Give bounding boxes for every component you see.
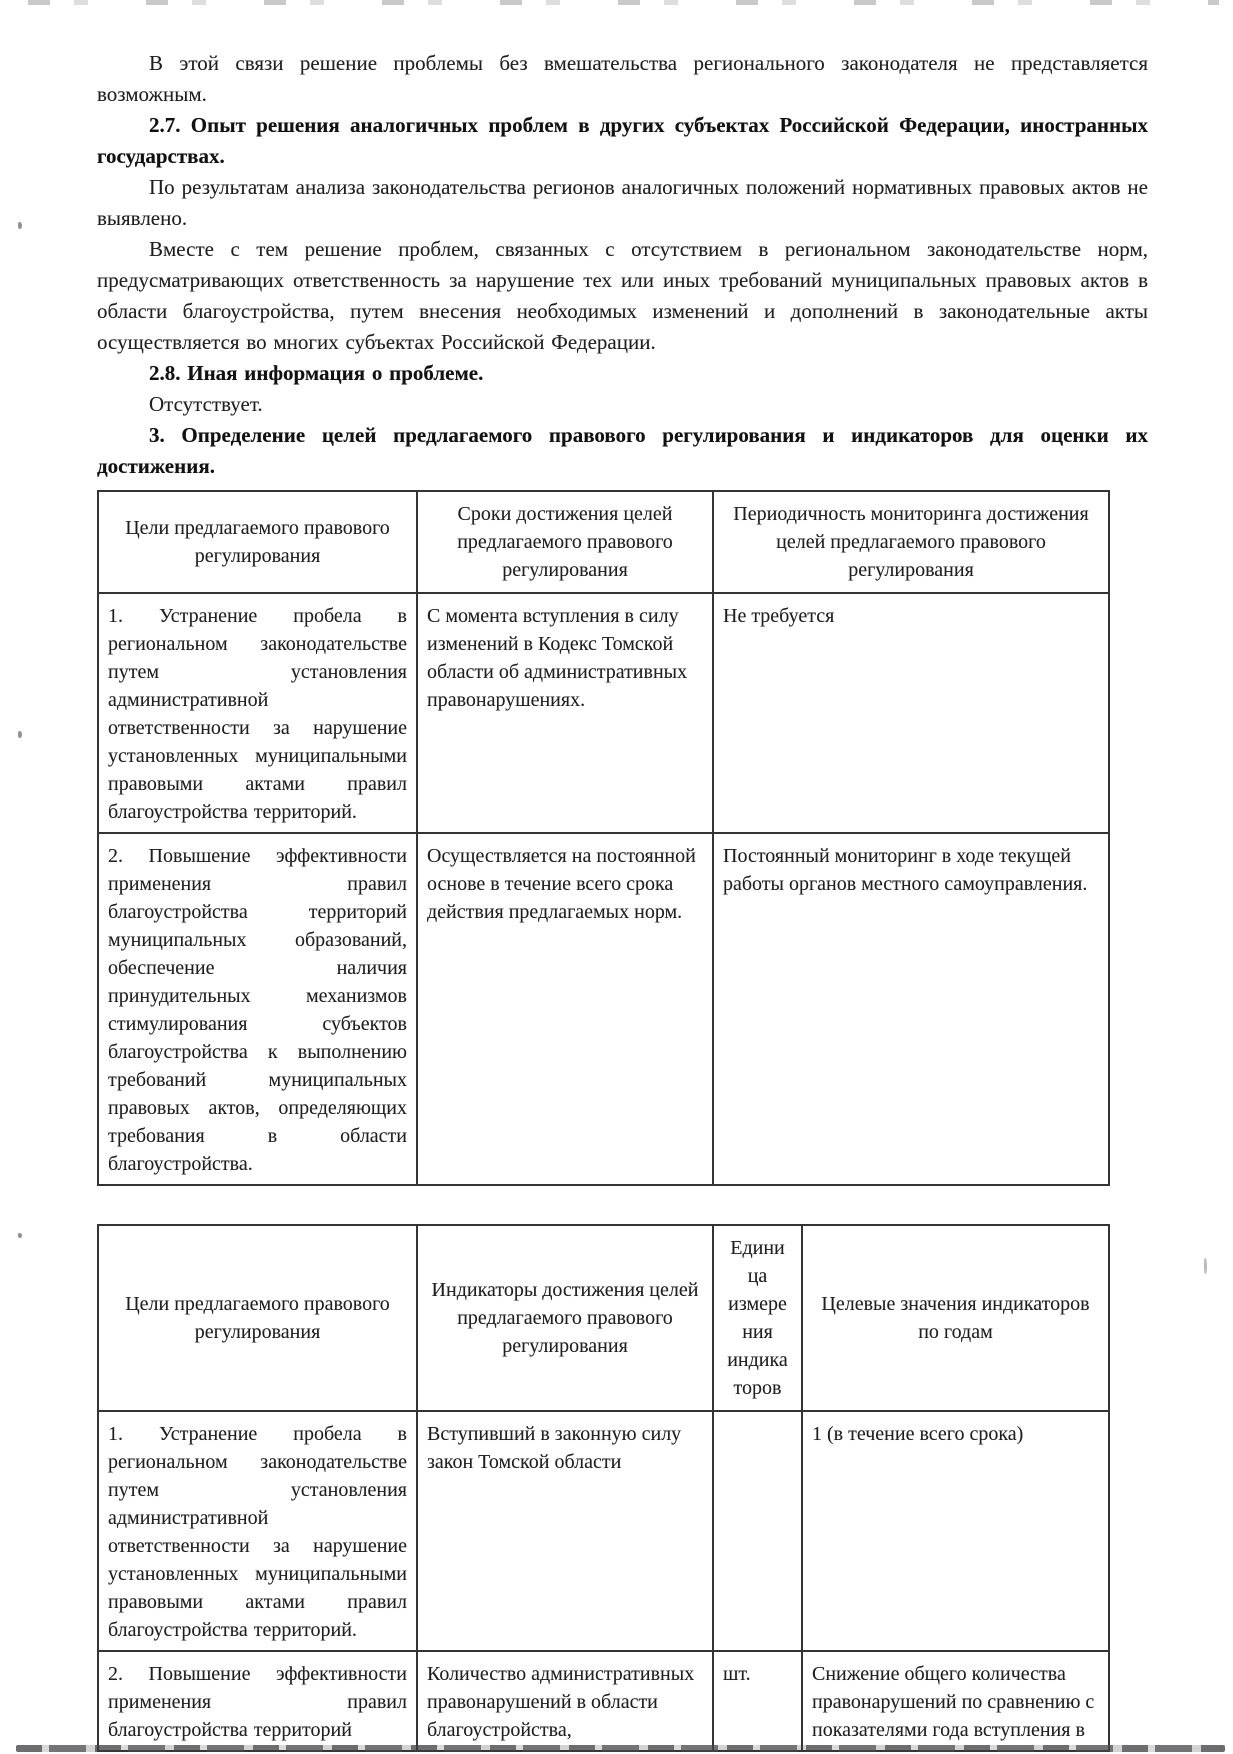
table-cell (713, 1411, 802, 1651)
column-header: Единица измерения индикаторов (713, 1225, 802, 1411)
column-header: Цели предлагаемого правового регулирования (98, 1225, 417, 1411)
table-header-row (98, 1225, 1109, 1411)
column-header: Сроки достижения целей предлагаемого правового регулирования (417, 491, 713, 593)
column-header: Периодичность мониторинга достижения целей предлагаемого правового регулирования (713, 491, 1109, 593)
table-cell: 1. Устранение пробела в региональном законодательстве путем установления административной ответственности за нарушение установленных муниципальными правовыми актами правил благоустройства территорий. (98, 1411, 417, 1651)
goals-table (97, 490, 1110, 1186)
table-row (98, 1651, 1109, 1751)
table-header-row (98, 491, 1109, 593)
indicators-table (97, 1224, 1110, 1752)
scan-speck (18, 1233, 22, 1238)
table-cell: 2. Повышение эффективности применения правил благоустройства территорий (98, 1651, 417, 1751)
section-2-7-paragraph-2: Вместе с тем решение проблем, связанных с отсутствием в региональном законодательстве норм, предусматривающих ответственность за нарушение тех или иных требований муниципальных правовых актов в области благоустройства, путем внесения необходимых изменений и дополнений в законодательные акты осуществляется во многих субъектах Российской Федерации. (97, 237, 1148, 354)
table-cell: Постоянный мониторинг в ходе текущей работы органов местного самоуправления. (713, 833, 1109, 1185)
table-cell: С момента вступления в силу изменений в Кодекс Томской области об административных правонарушениях. (417, 593, 713, 833)
column-header: Целевые значения индикаторов по годам (802, 1225, 1109, 1411)
table-cell: 1 (в течение всего срока) (802, 1411, 1109, 1651)
table-cell: Вступивший в законную силу закон Томской области (417, 1411, 713, 1651)
table-row (98, 1411, 1109, 1651)
column-header: Цели предлагаемого правового регулирования (98, 491, 417, 593)
table-cell: 2. Повышение эффективности применения правил благоустройства территорий муниципальных образований, обеспечение наличия принудительных механизмов стимулирования субъектов благоустройства к выполнению требований муниципальных правовых актов, определяющих требования в области благоустройства. (98, 833, 417, 1185)
table-cell: 1. Устранение пробела в региональном законодательстве путем установления административной ответственности за нарушение установленных муниципальными правовыми актами правил благоустройства территорий. (98, 593, 417, 833)
scan-artifact-bottom-edge (16, 1745, 1225, 1752)
intro-paragraph: В этой связи решение проблемы без вмешательства регионального законодателя не представляется возможным. (97, 51, 1148, 106)
section-2-7-paragraph-1: По результатам анализа законодательства регионов аналогичных положений нормативных правовых актов не выявлено. (97, 175, 1148, 230)
table-row (98, 593, 1109, 833)
section-3-heading: 3. Определение целей предлагаемого правового регулирования и индикаторов для оценки их достижения. (97, 423, 1148, 478)
scan-speck (1204, 1258, 1207, 1274)
section-2-7-heading: 2.7. Опыт решения аналогичных проблем в других субъектах Российской Федерации, иностранных государствах. (97, 113, 1148, 168)
scan-speck (18, 731, 22, 738)
table-row (98, 833, 1109, 1185)
scan-speck (18, 222, 22, 229)
column-header: Индикаторы достижения целей предлагаемого правового регулирования (417, 1225, 713, 1411)
table-cell: Не требуется (713, 593, 1109, 833)
section-2-8-paragraph: Отсутствует. (149, 392, 263, 416)
table-cell: Количество административных правонарушений в области благоустройства, (417, 1651, 713, 1751)
table-cell: Снижение общего количества правонарушений по сравнению с показателями года вступления в (802, 1651, 1109, 1751)
table-cell: шт. (713, 1651, 802, 1751)
section-2-8-heading: 2.8. Иная информация о проблеме. (149, 361, 484, 385)
table-cell: Осуществляется на постоянной основе в течение всего срока действия предлагаемых норм. (417, 833, 713, 1185)
scan-artifact-top-edge (28, 0, 1219, 5)
